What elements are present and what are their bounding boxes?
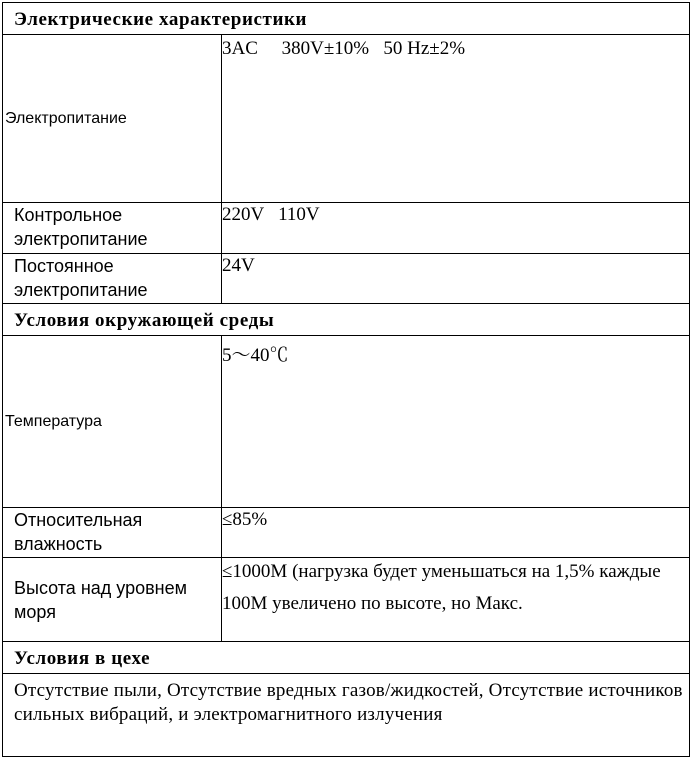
table-row [3,336,690,508]
value-text: 3AC 380V±10% 50 Hz±2% [222,38,466,59]
table-row [3,508,690,558]
section-title: Условия в цехе [3,642,690,674]
row-value: 24V [222,254,690,304]
row-label: Относительная влажность [3,508,222,558]
section-header-environment [3,304,690,336]
row-label: Высота над уровнем моря [3,558,222,642]
section-title: Электрические характеристики [3,3,690,35]
value-text: 220V 110V [222,204,320,225]
table-row [3,254,690,304]
section-title: Условия окружающей среды [3,304,690,336]
row-label: Температура [3,336,222,508]
table-row [3,203,690,254]
table-row [3,558,690,642]
row-value [222,558,690,642]
row-label: Контрольное электропитание [3,203,222,254]
row-value [222,203,690,254]
row-value: 5～40℃ [222,336,690,508]
value-text: ≤1000M (нагрузка будет уменьшаться на 1,5% каждые [222,561,661,582]
value-text: 100M увеличено по высоте, но Макс. [222,593,523,614]
workshop-conditions-text: Отсутствие пыли, Отсутствие вредных газов/жидкостей, Отсутствие источников сильных вибраций, и электромагнитного излучения [3,674,690,757]
row-label: Постоянное электропитание [3,254,222,304]
row-value: ≤85% [222,508,690,558]
section-header-electrical [3,3,690,35]
table-row [3,674,690,757]
row-value [222,35,690,203]
table-row [3,35,690,203]
section-header-workshop [3,642,690,674]
specifications-table [2,2,690,757]
row-label: Электропитание [3,35,222,203]
